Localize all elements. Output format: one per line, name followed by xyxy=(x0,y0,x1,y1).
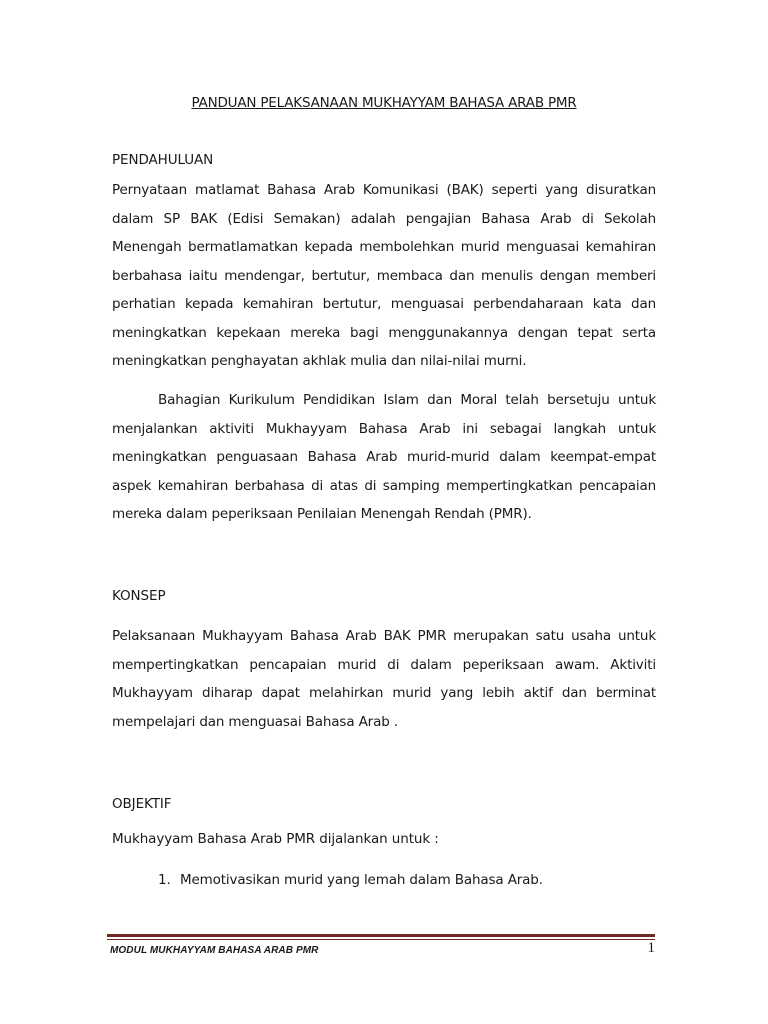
page-number: 1 xyxy=(647,940,655,956)
list-item-number: 1. xyxy=(158,872,171,888)
paragraph-konsep-1: Pelaksanaan Mukhayyam Bahasa Arab BAK PMR merupakan satu usaha untuk mempertingkatkan pencapaian murid di dalam peperiksaan awam. Aktiviti Mukhayyam diharap dapat melahirkan murid yang lebih aktif dan berminat mempelajari dan menguasai Bahasa Arab . xyxy=(112,628,656,730)
section-heading-objektif: OBJEKTIF xyxy=(112,796,172,812)
footer-rule xyxy=(107,934,655,937)
section-heading-konsep: KONSEP xyxy=(112,588,166,604)
objektif-intro: Mukhayyam Bahasa Arab PMR dijalankan untuk : xyxy=(112,831,439,847)
list-item-text: Memotivasikan murid yang lemah dalam Bahasa Arab. xyxy=(180,872,543,888)
footer-rule-thin xyxy=(107,939,655,940)
section-heading-pendahuluan: PENDAHULUAN xyxy=(112,152,214,168)
paragraph-pendahuluan-2: Bahagian Kurikulum Pendidikan Islam dan Moral telah bersetuju untuk menjalankan aktiviti Mukhayyam Bahasa Arab ini sebagai langkah untuk meningkatkan penguasaan Bahasa Arab murid-murid dalam keempat-empat aspek kemahiran berbahasa di atas di samping mempertingkatkan pencapaian mereka dalam peperiksaan Penilaian Menengah Rendah (PMR). xyxy=(112,392,656,522)
paragraph-pendahuluan-1: Pernyataan matlamat Bahasa Arab Komunikasi (BAK) seperti yang disuratkan dalam SP BAK (Edisi Semakan) adalah pengajian Bahasa Arab di Sekolah Menengah bermatlamatkan kepada membolehkan murid menguasai kemahiran berbahasa iaitu mendengar, bertutur, membaca dan menulis dengan memberi perhatian kepada kemahiran bertutur, menguasai perbendaharaan kata dan meningkatkan kepekaan mereka bagi menggunakannya dengan tepat serta meningkatkan penghayatan akhlak mulia dan nilai-nilai murni. xyxy=(112,182,656,369)
footer-label: MODUL MUKHAYYAM BAHASA ARAB PMR xyxy=(110,945,319,956)
list-item xyxy=(158,872,543,888)
document-title: PANDUAN PELAKSANAAN MUKHAYYAM BAHASA ARAB PMR xyxy=(191,95,577,111)
